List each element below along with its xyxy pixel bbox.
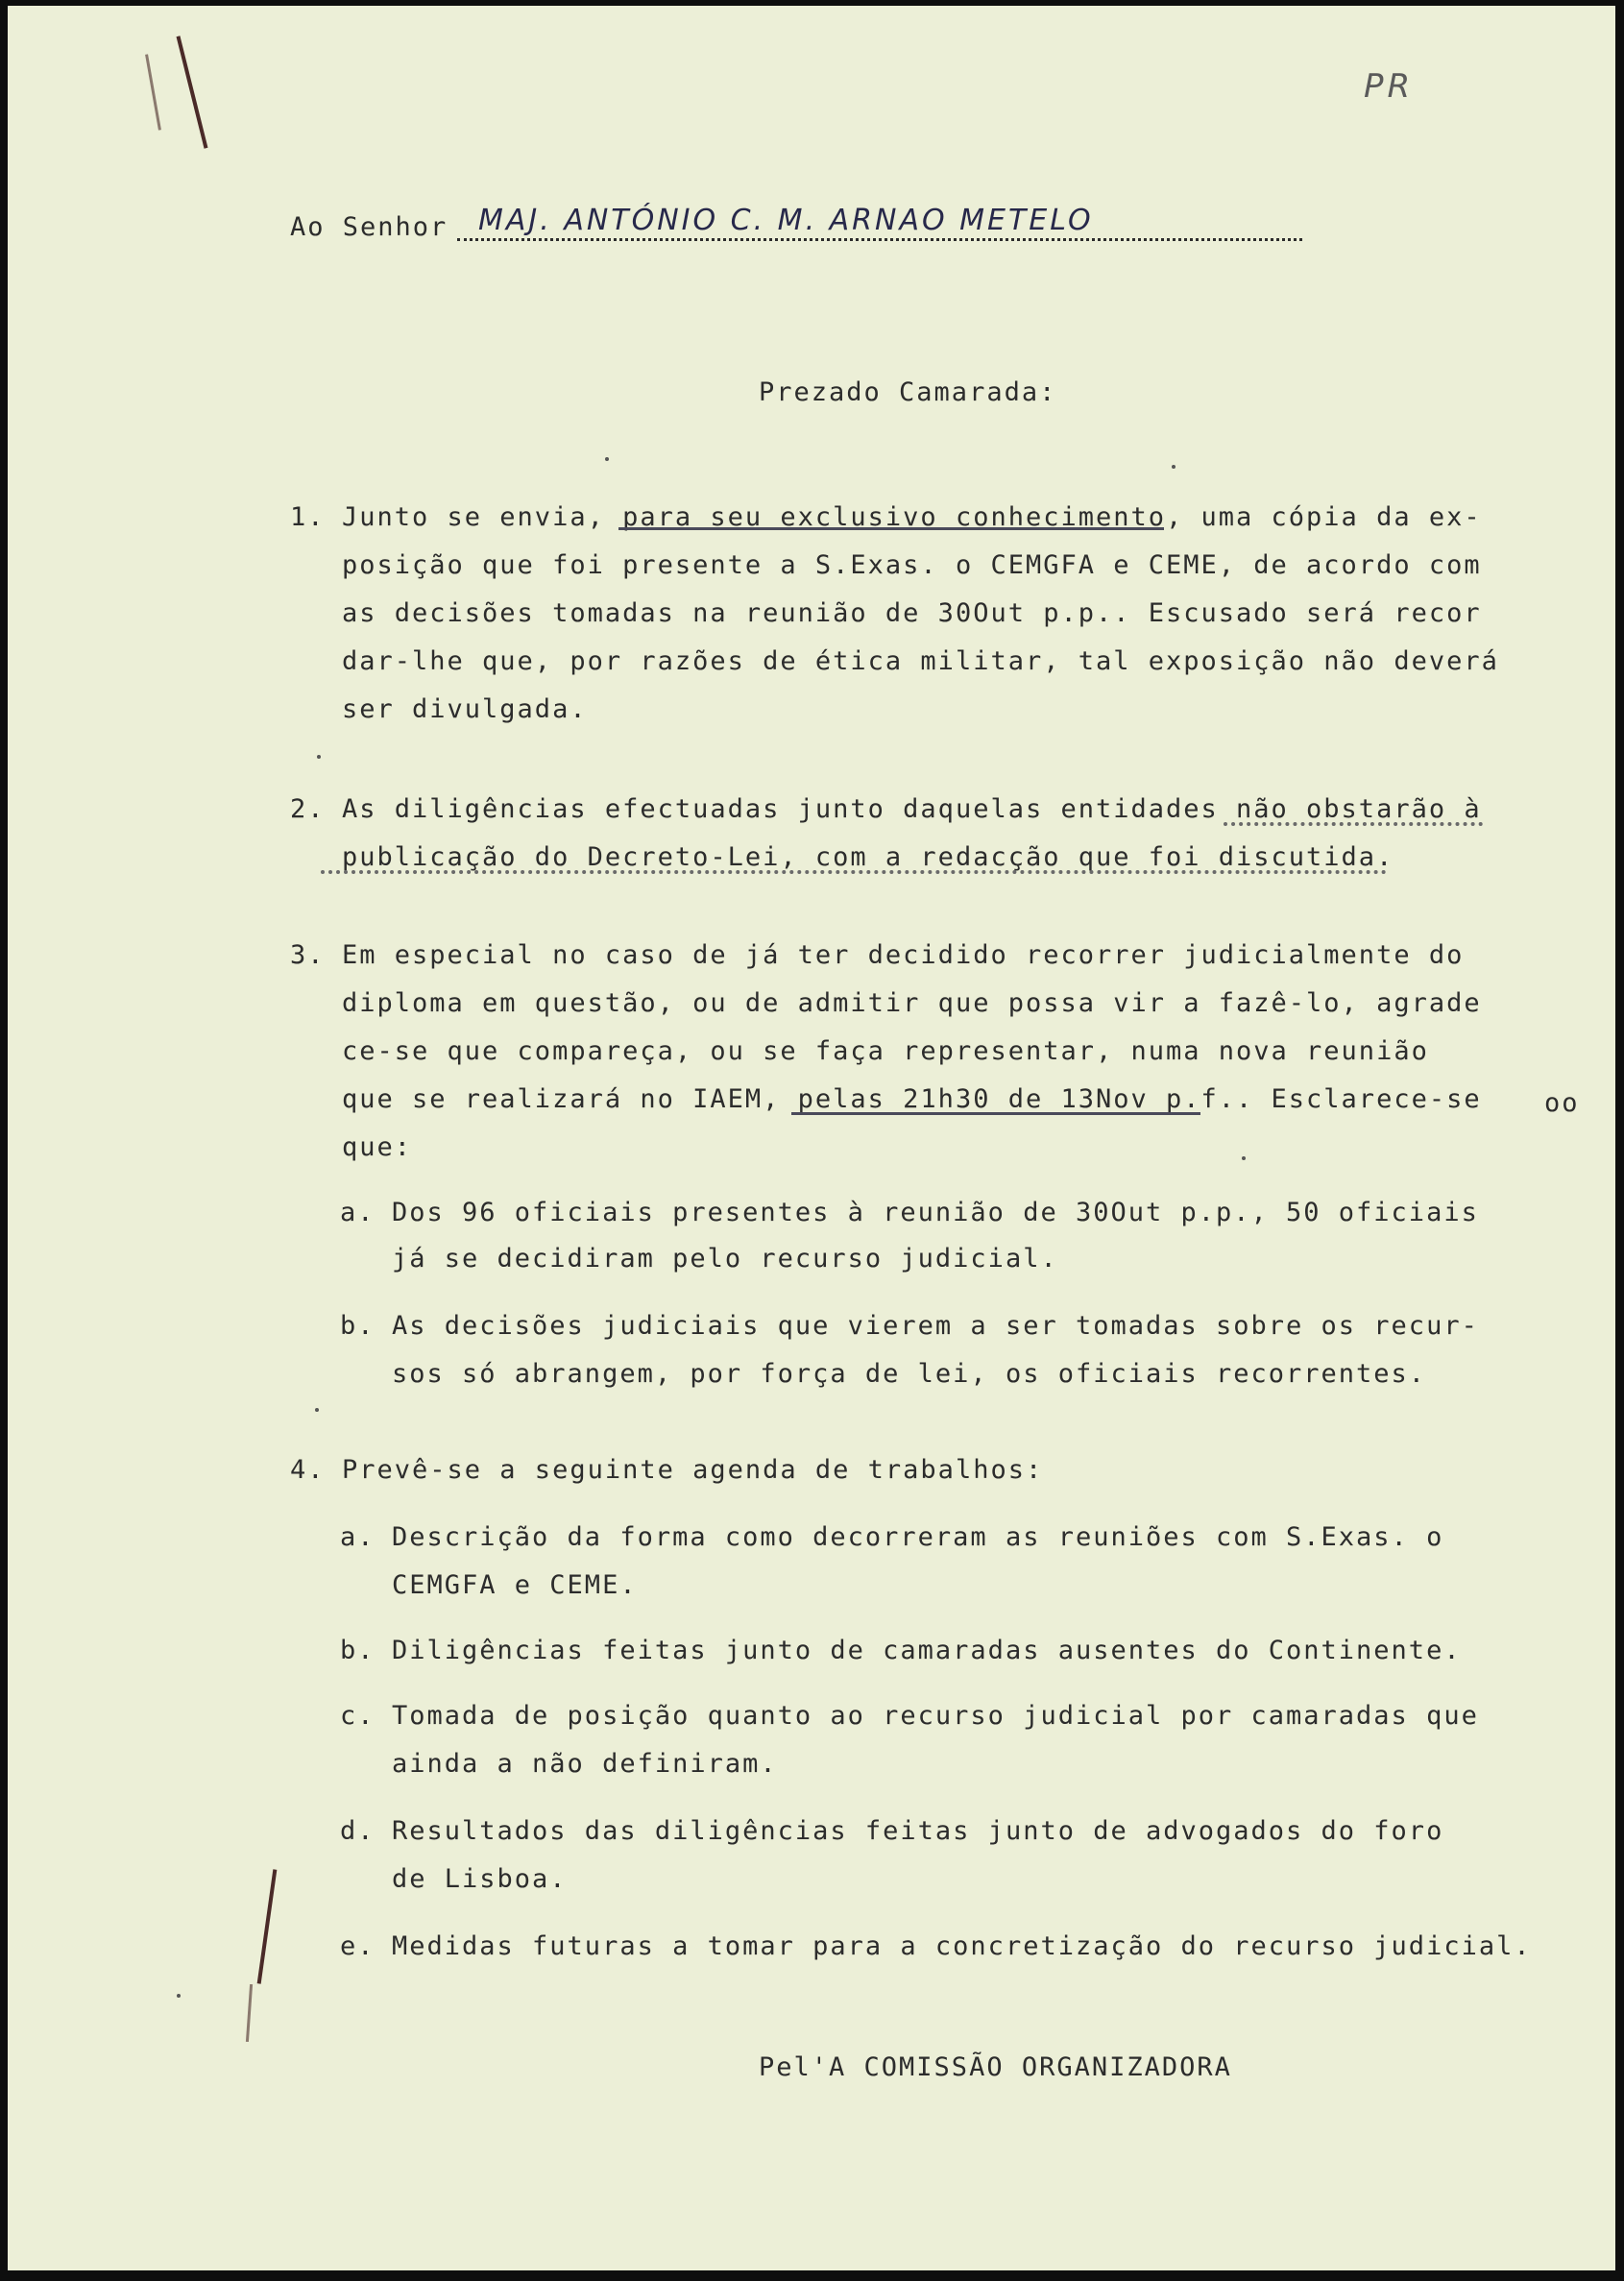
item-4e-letter: e. — [340, 1931, 376, 1961]
margin-mark: oo — [1544, 1088, 1580, 1118]
item-number-1: 1. — [290, 502, 326, 532]
speck — [1242, 1156, 1246, 1160]
item-3-line-2: diploma em questão, ou de admitir que possa vir a fazê-lo, agrade — [342, 988, 1482, 1018]
item-1-line-5: ser divulgada. — [342, 694, 588, 724]
speck — [177, 1994, 181, 1998]
item-4d-letter: d. — [340, 1816, 376, 1846]
name-line — [457, 238, 1302, 241]
item-1-line-1: Junto se envia, para seu exclusivo conhecimento, uma cópia da ex- — [342, 502, 1482, 532]
underline-nao-obstarao — [1224, 822, 1483, 826]
item-4d-line-2: de Lisboa. — [392, 1864, 568, 1894]
speck — [1172, 465, 1176, 469]
item-3-line-3: ce-se que compareça, ou se faça representar, numa nova reunião — [342, 1036, 1429, 1066]
underline-publicacao — [321, 870, 1387, 874]
underline-pelas — [791, 1112, 1200, 1115]
signature: Pel'A COMISSÃO ORGANIZADORA — [759, 2052, 1232, 2082]
handwritten-name: MAJ. ANTÓNIO C. M. ARNAO METELO — [478, 204, 1094, 237]
speck — [605, 457, 609, 461]
margin-stroke-bottom-2 — [246, 1984, 253, 2042]
item-2-line-1: As diligências efectuadas junto daquelas entidades não obstarão à — [342, 794, 1482, 824]
item-3-line-1: Em especial no caso de já ter decidido recorrer judicialmente do — [342, 940, 1465, 970]
item-4d-line-1: Resultados das diligências feitas junto de advogados do foro — [392, 1816, 1444, 1846]
item-4e-line-1: Medidas futuras a tomar para a concretização do recurso judicial. — [392, 1931, 1532, 1961]
item-4c-letter: c. — [340, 1701, 376, 1731]
corner-initials: PR — [1364, 67, 1415, 106]
item-1-line-2: posição que foi presente a S.Exas. o CEMGFA e CEME, de acordo com — [342, 550, 1482, 580]
item-3b-line-2: sos só abrangem, por força de lei, os oficiais recorrentes. — [392, 1359, 1427, 1389]
item-4c-line-1: Tomada de posição quanto ao recurso judicial por camaradas que — [392, 1701, 1479, 1731]
item-3a-line-1: Dos 96 oficiais presentes à reunião de 30Out p.p., 50 oficiais — [392, 1198, 1479, 1227]
salutation-label: Ao Senhor — [290, 212, 448, 242]
margin-stroke-bottom — [257, 1869, 278, 1983]
item-number-3: 3. — [290, 940, 326, 970]
item-1-line-3: as decisões tomadas na reunião de 30Out p.p.. Escusado será recor — [342, 598, 1482, 628]
document-page — [8, 6, 1615, 2270]
item-number-4: 4. — [290, 1455, 326, 1485]
item-4b-letter: b. — [340, 1636, 376, 1665]
item-4b-line-1: Diligências feitas junto de camaradas ausentes do Continente. — [392, 1636, 1462, 1665]
greeting: Prezado Camarada: — [759, 377, 1057, 407]
speck — [315, 1408, 319, 1412]
item-3b-line-1: As decisões judiciais que vierem a ser tomadas sobre os recur- — [392, 1311, 1479, 1341]
item-3-line-4: que se realizará no IAEM, pelas 21h30 de 13Nov p.f.. Esclarece-se — [342, 1084, 1482, 1114]
item-4c-line-2: ainda a não definiram. — [392, 1749, 778, 1779]
speck — [317, 755, 321, 759]
item-4a-letter: a. — [340, 1522, 376, 1552]
margin-stroke-top — [177, 36, 208, 148]
item-2-line-2: publicação do Decreto-Lei, com a redacção que foi discutida. — [342, 842, 1394, 872]
item-4a-line-1: Descrição da forma como decorreram as reuniões com S.Exas. o — [392, 1522, 1444, 1552]
item-number-2: 2. — [290, 794, 326, 824]
item-4a-line-2: CEMGFA e CEME. — [392, 1570, 638, 1600]
item-1-line-4: dar-lhe que, por razões de ética militar, tal exposição não deverá — [342, 646, 1499, 676]
item-3-line-5: que: — [342, 1132, 413, 1162]
item-3b-letter: b. — [340, 1311, 376, 1341]
item-3a-letter: a. — [340, 1198, 376, 1227]
margin-stroke-top-2 — [145, 54, 161, 130]
item-3a-line-2: já se decidiram pelo recurso judicial. — [392, 1244, 1058, 1274]
underline-exclusivo — [618, 527, 1164, 530]
item-4-line-1: Prevê-se a seguinte agenda de trabalhos: — [342, 1455, 1044, 1485]
